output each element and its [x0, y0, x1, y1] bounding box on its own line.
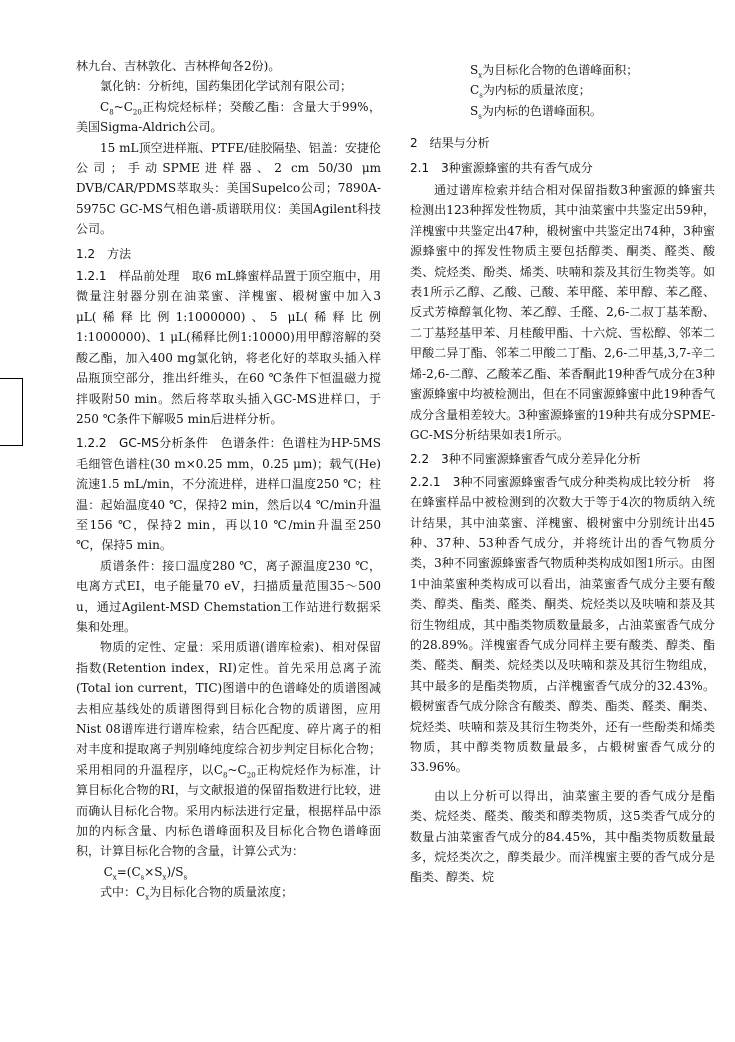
subsection-heading-221: 2.2.1 3种不同蜜源蜂蜜香气成分种类构成比较分析	[410, 474, 691, 489]
subsection-heading-122: 1.2.2 GC-MS分析条件	[76, 436, 209, 451]
paragraph-sample-prep: 1.2.1 样品前处理 取6 mL蜂蜜样品置于顶空瓶中，用微量注射器分别在油菜蜜、洋槐蜜、椴树蜜中加入3 μL(稀释比例1:1000000)、5 μL(稀释比例1:1000000)、1 μL(稀释比例1:10000)用甲醇溶解的癸酸乙酯，加入400 mg氯化钠，将老化好的萃取头插入样品瓶顶空部分，推出纤维头，在60 ℃条件下恒温磁力搅拌吸附50 min。然后将萃取头插入GC-MS进样口，于250 ℃条件下解吸5 min后进样分析。	[76, 269, 381, 426]
paragraph-common-aroma: 通过谱库检索并结合相对保留指数3种蜜源的蜂蜜共检测出123种挥发性物质，其中油菜蜜中共鉴定出59种，洋槐蜜中共鉴定出47种，椴树蜜中共鉴定出74种，3种蜜源蜂蜜中的挥发性物质主要包括醇类、酮类、醛类、酸类、烷烃类、酚类、烯类、呋喃和萘及其衍生物类等。如表1所示乙醇、乙酸、己酸、苯甲醛、苯甲醇、苯乙醛、反式芳樟醇氧化物、苯乙醇、壬醛、2,6-二叔丁基苯酚、二丁基羟基甲苯、月桂酸甲酯、十六烷、雪松醇、邻苯二甲酸二异丁酯、邻苯二甲酸二丁酯、2,6-二甲基,3,7-辛二烯-2,6-二醇、乙酸苯乙酯、苯香酮此19种香气成分在3种蜜源蜂蜜中均被检测出，但在不同蜜源蜂蜜中此19种香气成分含量相差较大。3种蜜源蜂蜜的19种共有成分SPME-GC-MS分析结果如表1所示。	[410, 183, 715, 442]
subsection-heading-22: 2.2 3种不同蜜源蜂蜜香气成分差异化分析	[410, 452, 641, 467]
paragraph-alkane-standard: $C_8\sim C_{20}$正构烷烃标样；癸酸乙酯：含量大于99%，美国Sigma-Aldrich公司。	[76, 99, 381, 135]
subsection-heading-21: 2.1 3种蜜源蜂蜜的共有香气成分	[410, 160, 593, 175]
paragraph-nacl: 氯化钠：分析纯，国药集团化学试剂有限公司；	[100, 79, 353, 94]
paragraph-ms-conditions: 质谱条件：接口温度280 ℃，离子源温度230 ℃，电离方式EI，电子能量70 eV，扫描质量范围35～500 u，通过Agilent-MSD Chemstation工作站进行数据采集和处理。	[76, 558, 381, 634]
paragraph-composition: 2.2.1 3种不同蜜源蜂蜜香气成分种类构成比较分析 将在蜂蜜样品中被检测到的次数大于等于4次的物质纳入统计结果，其中油菜蜜、洋槐蜜、椴树蜜中分别统计出45种、37种、53种香气成分，并将统计出的香气物质分类，3种不同蜜源蜂蜜香气物质种类构成如图1所示。由图1中油菜蜜种类构成可以看出，油菜蜜香气成分主要有酸类、醇类、酯类、醛类、酮类、烷烃类以及呋喃和萘及其衍生物组成，其中酯类物质数量最多，占油菜蜜香气成分的28.89%。洋槐蜜香气成分同样主要有酸类、醇类、酯类、醛类、酮类、烷烃类以及呋喃和萘及其衍生物组成，其中最多的是酯类物质，占洋槐蜜香气成分的32.43%。椴树蜜香气成分除含有酸类、醇类、酯类、醛类、酮类、烷烃类、呋喃和萘及其衍生物类外，还有一些酚类和烯类物质，其中醇类物质数量最多，占椴树蜜香气成分的33.96%。	[410, 474, 715, 775]
paragraph-gcms-conditions: 1.2.2 GC-MS分析条件 色谱条件：色谱柱为HP-5MS毛细管色谱柱(30 m×0.25 mm，0.25 μm)；载气(He)流速1.5 mL/min，不分流进样，进样口温度250 ℃；柱温：起始温度40 ℃，保持2 min，然后以4 ℃/min升温至156 ℃，保持2 min，再以10 ℃/min升温至250 ℃，保持5 min。	[76, 436, 381, 553]
page-edge-tab	[0, 378, 23, 446]
right-column	[410, 60, 715, 888]
section-heading-methods: 1.2 方法	[76, 246, 132, 261]
section-heading-results: 2 结果与分析	[410, 136, 490, 151]
paragraph-continuation: 林九台、吉林敦化、吉林桦甸各2份)。	[76, 59, 281, 73]
paragraph-equipment: 15 mL顶空进样瓶、PTFE/硅胶隔垫、铝盖：安捷伦公司；手动SPME进样器、2 cm 50/30 μm DVB/CAR/PDMS萃取头：美国Supelco公司；7890A-5975C GC-MS气相色谱-质谱联用仪：美国Agilent科技公司。	[76, 140, 381, 237]
subsection-heading-121: 1.2.1 样品前处理	[76, 269, 180, 284]
paragraph-qualitative: 物质的定性、定量：采用质谱(谱库检索)、相对保留指数(Retention index，RI)定性。首先采用总离子流(Total ion current，TIC)图谱中的色谱峰处的质谱图减去相应基线处的质谱图得到目标化合物的质谱图，应用Nist 08谱库进行谱库检索，结合匹配度、碎片离子的相对丰度和提取离子判别峰纯度综合初步判定目标化合物；采用相同的升温程序，以$C_8\sim C_{20}$正构烷烃作为标准，计算目标化合物的RI，与文献报道的保留指数进行比较，进而确认目标化合物。采用内标法进行定量，根据样品中添加的内标含量、内标色谱峰面积及目标化合物色谱峰面积，计算目标化合物的含量，计算公式为：	[76, 640, 381, 859]
definition-ss: $S_s$为内标的色谱峰面积。	[470, 103, 602, 121]
definition-sx: $S_x$为目标化合物的色谱峰面积；	[470, 63, 639, 80]
left-column	[76, 56, 381, 903]
formula-where: 式中：$C_x$为目标化合物的质量浓度；	[100, 885, 294, 902]
paragraph-summary: 由以上分析可以得出，油菜蜜主要的香气成分是酯类、烷烃类、醛类、酸类和醇类物质，这5类香气成分的数量占油菜蜜香气成分的84.45%，其中酯类物质数量最多，烷烃类次之，醇类最少。而洋槐蜜主要的香气成分是酯类、醇类、烷	[410, 788, 715, 885]
formula: $C_x=(C_s\times S_x)/S_s$	[103, 864, 188, 882]
definition-cs: $C_s$为内标的质量浓度；	[470, 83, 591, 100]
